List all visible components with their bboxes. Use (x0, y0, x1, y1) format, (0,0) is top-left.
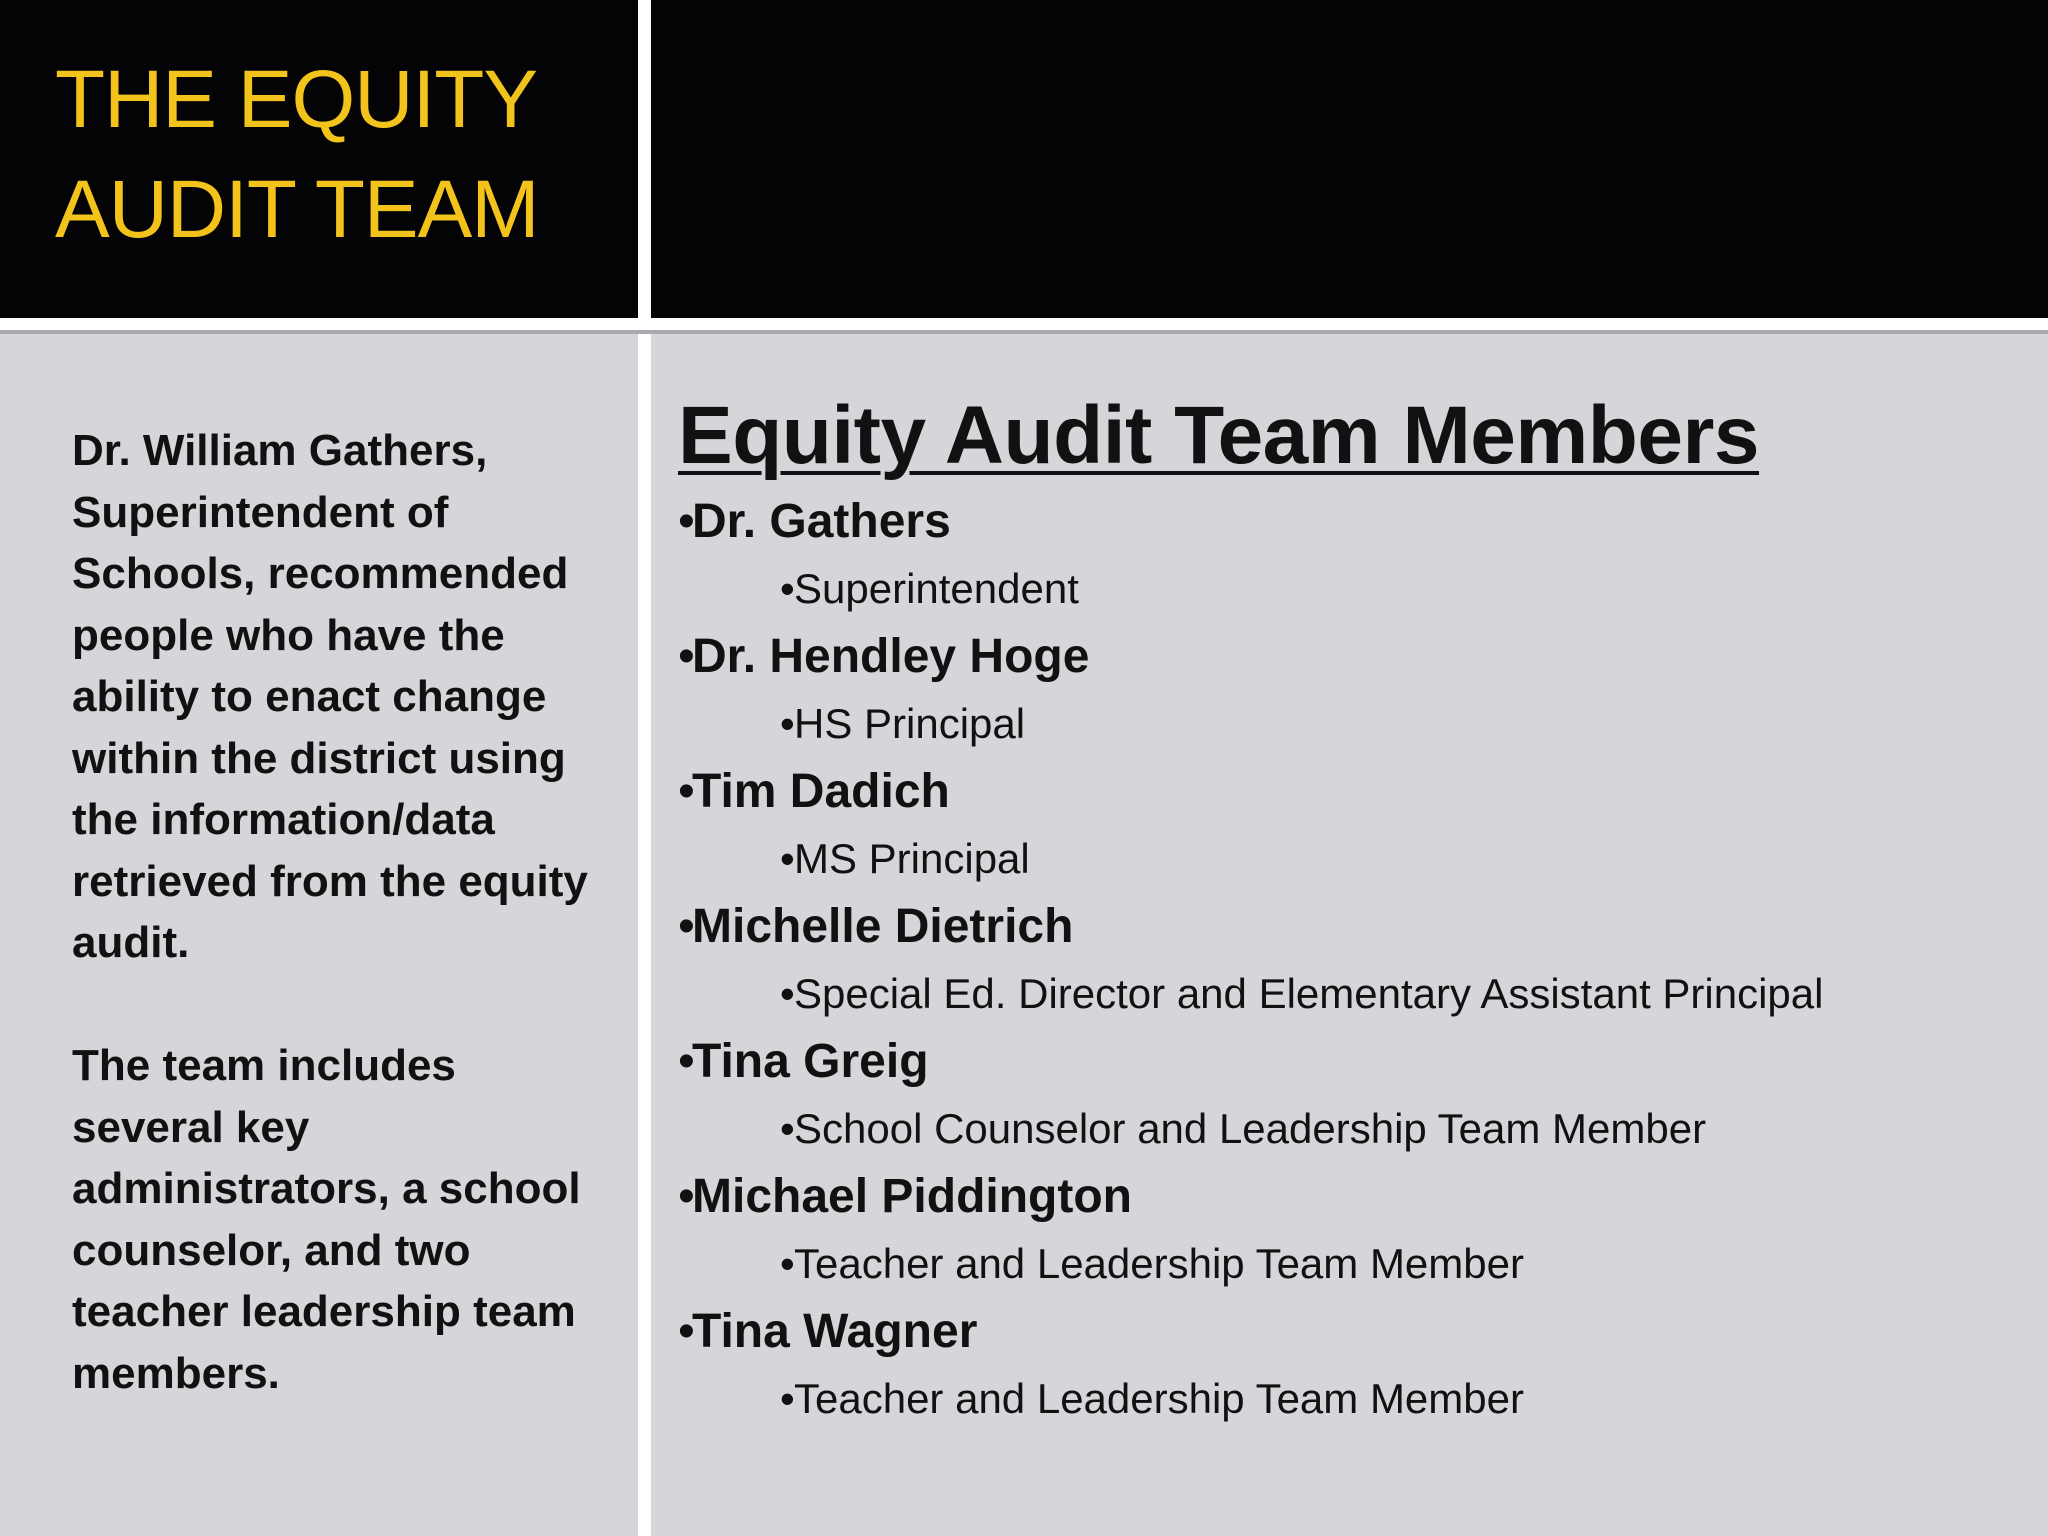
members-section (678, 388, 2018, 1429)
slide-title (55, 45, 625, 265)
bullet-icon: • (678, 495, 695, 548)
intro-text (72, 420, 612, 1404)
bullet-icon: • (780, 970, 795, 1017)
member-name-text: Tim Dadich (692, 765, 950, 818)
member-role (678, 559, 2018, 619)
member-role-text: MS Principal (794, 835, 1030, 882)
member-name (678, 897, 2018, 957)
member-name (678, 1302, 2018, 1362)
bullet-icon: • (780, 700, 795, 747)
bullet-icon: • (678, 1035, 695, 1088)
bullet-icon: • (780, 565, 795, 612)
member-item (678, 1032, 2018, 1159)
members-heading: Equity Audit Team Members (678, 390, 1760, 481)
member-role-text: Teacher and Leadership Team Member (794, 1375, 1524, 1422)
member-role (678, 829, 2018, 889)
bullet-icon: • (780, 835, 795, 882)
member-item (678, 897, 2018, 1024)
member-name (678, 762, 2018, 822)
member-name (678, 1167, 2018, 1227)
member-role-text: Superintendent (794, 565, 1079, 612)
member-item (678, 627, 2018, 754)
member-name (678, 627, 2018, 687)
member-name (678, 1032, 2018, 1092)
member-role (678, 1369, 2018, 1429)
member-role (678, 694, 2018, 754)
member-role (678, 1234, 2018, 1294)
member-role-text: School Counselor and Leadership Team Member (794, 1105, 1707, 1152)
member-role-text: Special Ed. Director and Elementary Assistant Principal (794, 970, 1824, 1017)
intro-paragraph-1: Dr. William Gathers, Superintendent of Schools, recommended people who have the ability to enact change within the district using the information/data retrieved from the equity audit. (72, 426, 588, 967)
member-item (678, 1167, 2018, 1294)
member-role-text: Teacher and Leadership Team Member (794, 1240, 1524, 1287)
member-item (678, 762, 2018, 889)
horizontal-divider (0, 330, 2048, 334)
member-list (678, 492, 2018, 1429)
member-name-text: Michelle Dietrich (692, 900, 1074, 953)
member-role-text: HS Principal (794, 700, 1026, 747)
slide-title-line-1: THE EQUITY (55, 54, 538, 145)
member-item (678, 1302, 2018, 1429)
bullet-icon: • (678, 765, 695, 818)
member-name-text: Dr. Gathers (692, 495, 951, 548)
intro-paragraph-2: The team includes several key administrators, a school counselor, and two teacher leadership team members. (72, 1041, 581, 1398)
member-name-text: Tina Greig (692, 1035, 929, 1088)
bullet-icon: • (678, 630, 695, 683)
bullet-icon: • (678, 1305, 695, 1358)
bullet-icon: • (678, 900, 695, 953)
bullet-icon: • (678, 1170, 695, 1223)
slide-title-line-2: AUDIT TEAM (55, 164, 539, 255)
member-name-text: Michael Piddington (692, 1170, 1132, 1223)
member-item (678, 492, 2018, 619)
member-name (678, 492, 2018, 552)
member-name-text: Dr. Hendley Hoge (692, 630, 1090, 683)
member-role (678, 964, 2018, 1024)
member-name-text: Tina Wagner (692, 1305, 978, 1358)
bullet-icon: • (780, 1375, 795, 1422)
bullet-icon: • (780, 1240, 795, 1287)
member-role (678, 1099, 2018, 1159)
header-panel (651, 0, 2048, 318)
bullet-icon: • (780, 1105, 795, 1152)
